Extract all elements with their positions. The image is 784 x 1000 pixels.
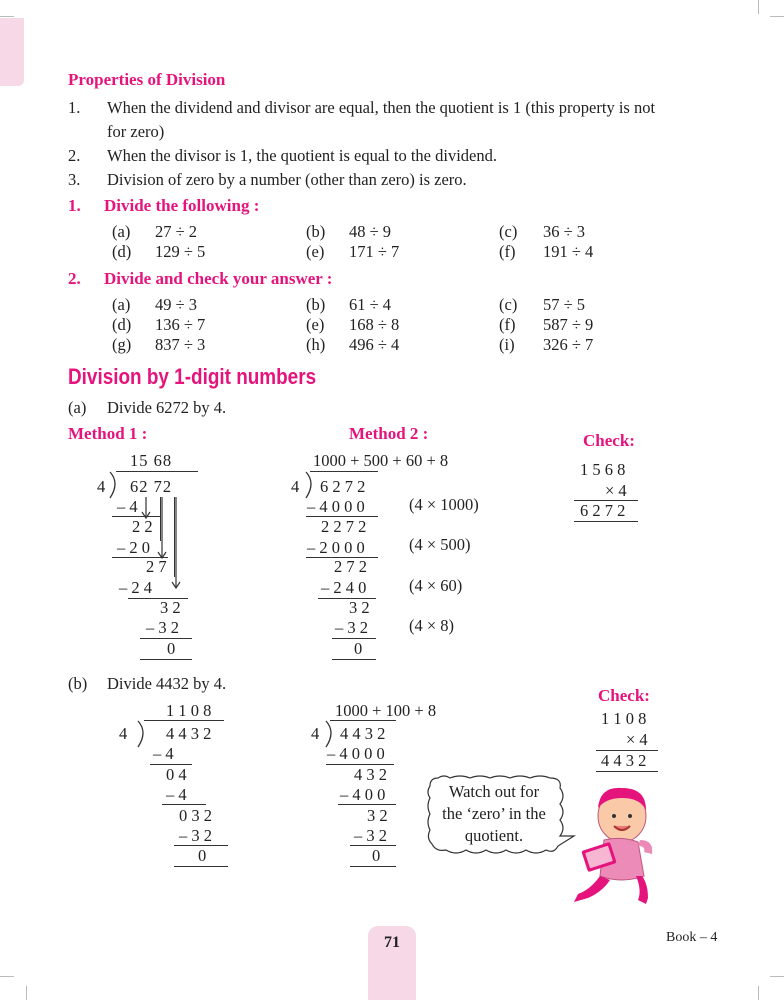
step-subtract: – 4 — [153, 744, 174, 763]
problem-label: (b) — [306, 222, 326, 241]
exercise-title: Divide and check your answer : — [104, 269, 333, 288]
problem-label: (h) — [306, 335, 326, 354]
step-subtract: – 2 0 0 0 — [307, 538, 365, 557]
crop-mark — [0, 976, 14, 977]
guide-line — [174, 497, 175, 577]
crop-mark — [770, 16, 784, 17]
divisor: 4 — [291, 477, 300, 496]
step-remainder: 2 7 — [146, 557, 167, 576]
example-text: Divide 4432 by 4. — [107, 674, 227, 693]
problem-expr: 36 ÷ 3 — [543, 222, 586, 241]
example-label: (b) — [68, 674, 88, 693]
check-result: 4 4 3 2 — [601, 751, 647, 770]
step-subtract: – 3 2 — [179, 826, 212, 845]
quotient: 1 1 0 8 — [166, 701, 212, 720]
division-bar — [310, 471, 378, 472]
check-line: 1 1 0 8 — [601, 709, 647, 728]
guide-line — [160, 497, 161, 541]
problem-label: (f) — [499, 242, 516, 261]
division-bar — [116, 471, 198, 472]
problem-expr: 57 ÷ 5 — [543, 295, 586, 314]
section-title: Division by 1-digit numbers — [68, 364, 317, 389]
division-bracket — [302, 471, 318, 499]
problem-expr: 61 ÷ 4 — [349, 295, 392, 314]
step-remainder: 0 3 2 — [179, 806, 212, 825]
step-result: 0 — [354, 639, 363, 658]
problem-label: (a) — [112, 295, 131, 314]
step-result: 0 — [198, 846, 207, 865]
step-subtract: – 4 — [117, 497, 138, 516]
step-remainder: 2 2 — [132, 517, 153, 536]
step-subtract: – 4 — [166, 785, 187, 804]
problem-label: (d) — [112, 242, 132, 261]
book-label: Book – 4 — [666, 930, 718, 945]
step-note: (4 × 1000) — [409, 495, 479, 514]
property-number: 2. — [68, 146, 81, 165]
method2-heading: Method 2 : — [349, 424, 429, 443]
step-line — [350, 866, 396, 867]
crop-mark — [758, 0, 759, 14]
step-note: (4 × 500) — [409, 535, 471, 554]
property-text: When the divisor is 1, the quotient is equal to the dividend. — [107, 146, 497, 165]
step-note: (4 × 60) — [409, 576, 463, 595]
problem-label: (e) — [306, 242, 325, 261]
step-subtract: – 4 0 0 — [340, 785, 386, 804]
division-bar — [144, 720, 224, 721]
divisor: 4 — [97, 477, 106, 496]
step-line — [174, 866, 228, 867]
speech-bubble-text: the ‘zero’ in the — [442, 804, 546, 823]
problem-label: (f) — [499, 315, 516, 334]
divisor: 4 — [119, 724, 128, 743]
problem-label: (c) — [499, 222, 518, 241]
quotient: 15 68 — [130, 451, 173, 470]
step-line — [140, 659, 192, 660]
property-text: for zero) — [107, 122, 165, 141]
step-subtract: – 3 2 — [354, 826, 387, 845]
problem-expr: 171 ÷ 7 — [349, 242, 400, 261]
step-note: (4 × 8) — [409, 616, 455, 635]
check-line-rule — [574, 521, 638, 522]
problem-label: (b) — [306, 295, 326, 314]
check-multiplier: × 4 — [605, 481, 627, 500]
step-subtract: – 2 4 0 — [321, 578, 367, 597]
step-remainder: 3 2 — [349, 598, 370, 617]
problem-label: (d) — [112, 315, 132, 334]
step-result: 0 — [167, 639, 176, 658]
step-result: 0 — [372, 846, 381, 865]
division-bracket — [106, 471, 122, 499]
property-text: When the dividend and divisor are equal, then the quotient is 1 (this property is not — [107, 98, 656, 117]
problem-expr: 27 ÷ 2 — [155, 222, 198, 241]
division-bar — [330, 720, 396, 721]
step-remainder: 0 4 — [166, 765, 187, 784]
step-subtract: – 4 0 0 0 — [327, 744, 385, 763]
dividend: 4 4 3 2 — [166, 724, 212, 743]
step-subtract: – 2 4 — [119, 578, 152, 597]
properties-heading: Properties of Division — [68, 70, 226, 89]
crop-mark — [758, 986, 759, 1000]
example-text: Divide 6272 by 4. — [107, 398, 227, 417]
problem-expr: 587 ÷ 9 — [543, 315, 594, 334]
page-number: 71 — [384, 934, 400, 951]
page-edge-tab — [0, 18, 24, 86]
check-line: 1 5 6 8 — [580, 460, 626, 479]
check-result: 6 2 7 2 — [580, 501, 626, 520]
bring-down-arrows — [140, 495, 190, 595]
problem-label: (e) — [306, 315, 325, 334]
crop-mark — [0, 16, 14, 17]
step-remainder: 3 2 — [160, 598, 181, 617]
check-multiplier: × 4 — [626, 730, 648, 749]
step-subtract: – 3 2 — [146, 618, 179, 637]
problem-expr: 136 ÷ 7 — [155, 315, 206, 334]
step-line — [140, 638, 192, 639]
property-number: 1. — [68, 98, 81, 117]
problem-label: (g) — [112, 335, 132, 354]
problem-expr: 326 ÷ 7 — [543, 335, 594, 354]
dividend: 62 72 — [130, 477, 173, 496]
speech-bubble-text: quotient. — [464, 826, 524, 845]
problem-expr: 191 ÷ 4 — [543, 242, 594, 261]
step-remainder: 2 7 2 — [334, 557, 367, 576]
problem-expr: 49 ÷ 3 — [155, 295, 198, 314]
method1-heading: Method 1 : — [68, 424, 148, 443]
exercise-title: Divide the following : — [104, 196, 260, 215]
crop-mark — [770, 976, 784, 977]
example-label: (a) — [68, 398, 87, 417]
problem-expr: 496 ÷ 4 — [349, 335, 400, 354]
divisor: 4 — [311, 724, 320, 743]
property-number: 3. — [68, 170, 81, 189]
speech-bubble-text: Watch out for — [448, 782, 540, 801]
quotient-expanded: 1000 + 100 + 8 — [335, 701, 437, 720]
crop-mark — [26, 986, 27, 1000]
problem-label: (c) — [499, 295, 518, 314]
problem-expr: 48 ÷ 9 — [349, 222, 392, 241]
step-subtract: – 4 0 0 0 — [307, 497, 365, 516]
step-line — [332, 659, 376, 660]
check-line-rule — [596, 771, 658, 772]
problem-expr: 837 ÷ 3 — [155, 335, 206, 354]
exercise-number: 1. — [68, 196, 81, 215]
problem-expr: 129 ÷ 5 — [155, 242, 206, 261]
step-subtract: – 3 2 — [335, 618, 368, 637]
step-remainder: 2 2 7 2 — [321, 517, 367, 536]
reading-boy-illustration — [560, 780, 660, 910]
check-heading: Check: — [583, 431, 635, 450]
check-heading: Check: — [598, 686, 650, 705]
step-line — [338, 804, 396, 805]
property-text: Division of zero by a number (other than zero) is zero. — [107, 170, 467, 189]
dividend: 4 4 3 2 — [340, 724, 386, 743]
problem-label: (a) — [112, 222, 131, 241]
problem-expr: 168 ÷ 8 — [349, 315, 400, 334]
step-remainder: 4 3 2 — [354, 765, 387, 784]
problem-label: (i) — [499, 335, 515, 354]
step-remainder: 3 2 — [367, 806, 388, 825]
step-subtract: – 2 0 — [117, 538, 150, 557]
step-line — [162, 804, 206, 805]
dividend: 6 2 7 2 — [320, 477, 366, 496]
division-bracket — [134, 720, 150, 748]
quotient-expanded: 1000 + 500 + 60 + 8 — [313, 451, 449, 470]
exercise-number: 2. — [68, 269, 81, 288]
